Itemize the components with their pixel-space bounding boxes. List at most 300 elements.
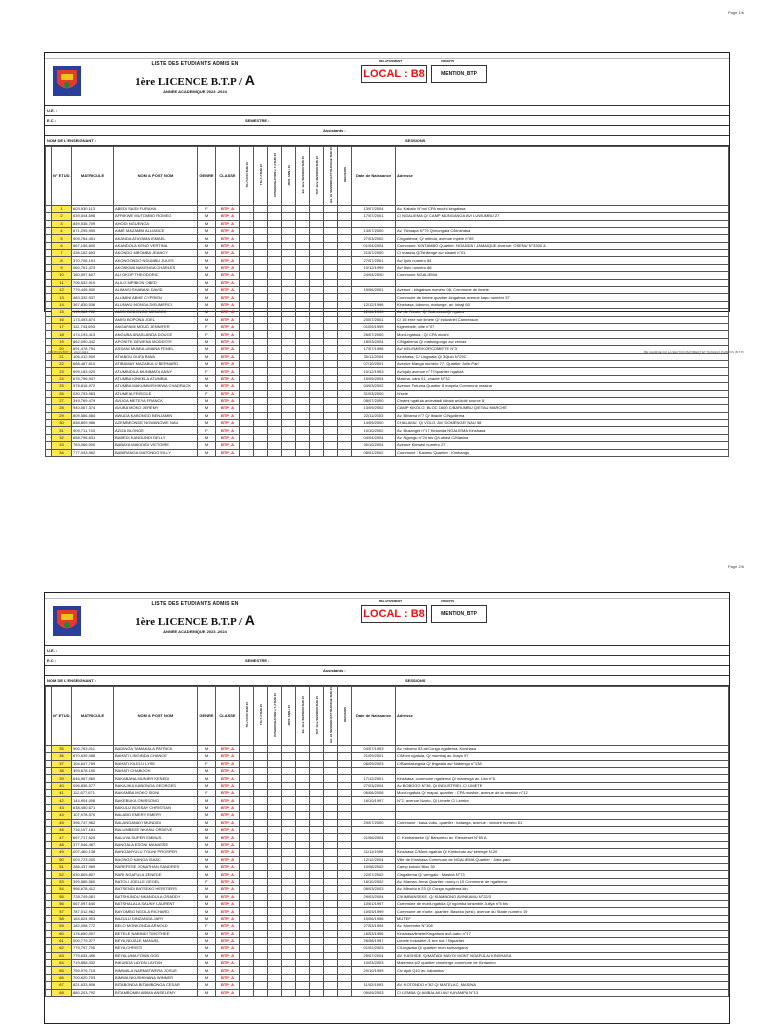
cell-nom: BALABO EMERY EMERY (114, 812, 198, 819)
cell-grade-empty (324, 405, 338, 412)
cell-grade-empty (240, 442, 254, 449)
cell-grade-empty (324, 856, 338, 863)
cell-grade-empty (310, 856, 324, 863)
cell-classe: BTP_A (216, 871, 240, 878)
cell-genre: M (198, 316, 216, 323)
table-row (46, 960, 729, 967)
cell-num: 29 (52, 412, 72, 419)
cell-grade-empty (282, 227, 296, 234)
cell-grade-empty (310, 205, 324, 212)
cell-grade-empty (268, 213, 282, 220)
cell-classe: BTP_A (216, 235, 240, 242)
cell-grade-empty (240, 272, 254, 279)
cell-grade-empty (240, 893, 254, 900)
cell-grade-empty (310, 368, 324, 375)
cell-nom: BANGALA EDONI MANASSE (114, 841, 198, 848)
cell-adresse (396, 812, 729, 819)
cell-grade-empty (324, 834, 338, 841)
cell-grade-empty (338, 205, 352, 212)
cell-grade-empty (324, 886, 338, 893)
cell-grade-empty (254, 220, 268, 227)
cell-grade-empty (282, 360, 296, 367)
cell-grade-empty (324, 264, 338, 271)
cell-nom: BABIRANGA MATONDO EILLY (114, 449, 198, 456)
cell-grade-empty (240, 412, 254, 419)
cell-classe: BTP_A (216, 272, 240, 279)
cell-grade-empty (338, 871, 352, 878)
cell-grade-empty (268, 205, 282, 212)
table-row (46, 353, 729, 360)
cell-nom: ANGUBA ANASLANDA DOUCE (114, 331, 198, 338)
cell-num: 64 (52, 960, 72, 967)
cell-adresse: Av. Murembe N°106 (396, 923, 729, 930)
cell-nom: AIMÉ MAZAMBI ALLIANCE (114, 227, 198, 234)
cell-adresse: Commune de limete quartier kingabwa avenue kapu numéro 37 (396, 294, 729, 301)
table-header-row (46, 687, 729, 746)
cell-matricule: 483,332,937 (72, 294, 114, 301)
cell-nom: ALIMASI SHABANI DAVID (114, 287, 198, 294)
col-tj: TD+T.J SUR 20 (254, 687, 268, 746)
cell-grade-empty (254, 294, 268, 301)
table-row (46, 849, 729, 856)
cell-date: 30/11/2004 (352, 353, 396, 360)
table-row (46, 886, 729, 893)
cell-genre: M (198, 420, 216, 427)
cell-grade-empty (254, 834, 268, 841)
cell-date: 13/07/2004 (352, 205, 396, 212)
cell-grade-empty (324, 745, 338, 752)
cell-grade-empty (310, 316, 324, 323)
cell-grade-empty (296, 397, 310, 404)
cell-grade-empty (310, 908, 324, 915)
cell-date: 18/03/2004 (352, 338, 396, 345)
cell-grade-empty (310, 760, 324, 767)
cell-genre: M (198, 812, 216, 819)
cell-classe: BTP_A (216, 442, 240, 449)
cell-classe: BTP_A (216, 213, 240, 220)
col-recours: RECOURS (338, 147, 352, 206)
cell-grade-empty (324, 338, 338, 345)
cell-grade-empty (338, 294, 352, 301)
cell-date: 16/03/1996 (352, 930, 396, 937)
cell-grade-empty (338, 353, 352, 360)
cell-matricule: 182,098,772 (72, 923, 114, 930)
cell-matricule: 144,904,006 (72, 797, 114, 804)
cell-grade-empty (268, 812, 282, 819)
cell-date: 16/10/2002 (352, 878, 396, 885)
cell-nom: BABAYA MAKIDIDI VICTOIRE (114, 442, 198, 449)
cell-adresse: C/ 16 ème rue limete Q/ industriel Cannesson (396, 316, 729, 323)
cell-grade-empty (296, 227, 310, 234)
cell-grade-empty (254, 952, 268, 959)
table-row (46, 390, 729, 397)
cell-grade-empty (282, 767, 296, 774)
cell-grade-empty (324, 841, 338, 848)
cell-num: 36 (52, 753, 72, 760)
cell-num: 65 (52, 967, 72, 974)
cell-grade-empty (296, 930, 310, 937)
table-row (46, 405, 729, 412)
cell-grade-empty (296, 834, 310, 841)
cell-grade-empty (240, 767, 254, 774)
cell-adresse: N°2, avenue Nzoto, Q/ Limete C/ Lemba (396, 797, 729, 804)
cell-nom: BATSHALALA SAUNY LAURENT (114, 900, 198, 907)
cell-matricule: 112,677,671 (72, 790, 114, 797)
cell-grade-empty (240, 775, 254, 782)
cell-num: 33 (52, 442, 72, 449)
cell-grade-empty (296, 878, 310, 885)
cell-grade-empty (254, 368, 268, 375)
table-row (46, 804, 729, 811)
cell-grade-empty (254, 412, 268, 419)
cell-genre: M (198, 767, 216, 774)
cell-grade-empty (282, 952, 296, 959)
cell-grade-empty (338, 856, 352, 863)
cell-grade-empty (254, 989, 268, 996)
table-row (46, 301, 729, 308)
cell-grade-empty (254, 797, 268, 804)
cell-nom: BAREFESE JONATHAN SANDRES (114, 864, 198, 871)
cell-genre: F (198, 331, 216, 338)
cell-date: 14/09/2000 (352, 420, 396, 427)
cell-adresse: Kinshasa, commune ngaliema Q/ manenga av. Lea n°6 (396, 775, 729, 782)
cell-grade-empty (254, 753, 268, 760)
cell-grade-empty (310, 360, 324, 367)
cell-grade-empty (296, 849, 310, 856)
cell-date: 22/11/2003 (352, 412, 396, 419)
cell-grade-empty (268, 923, 282, 930)
cell-num: 14 (52, 301, 72, 308)
cell-num: 4 (52, 227, 72, 234)
cell-grade-empty (296, 804, 310, 811)
cell-grade-empty (338, 309, 352, 316)
cell-classe: BTP_A (216, 331, 240, 338)
cell-grade-empty (240, 827, 254, 834)
cell-grade-empty (240, 915, 254, 922)
cell-grade-empty (310, 405, 324, 412)
cell-grade-empty (338, 782, 352, 789)
cell-grade-empty (254, 841, 268, 848)
cell-classe: BTP_A (216, 309, 240, 316)
cell-grade-empty (240, 804, 254, 811)
cell-grade-empty (324, 782, 338, 789)
table-row (46, 294, 729, 301)
cell-date: 27/07/2001 (352, 257, 396, 264)
cell-genre: M (198, 250, 216, 257)
col-moy: MOY. ANN./ 20 (282, 147, 296, 206)
cell-grade-empty (310, 982, 324, 989)
col-ex1: EX. 1ère SESSION SUR 20 (296, 687, 310, 746)
cell-grade-empty (268, 272, 282, 279)
cell-grade-empty (310, 775, 324, 782)
cell-genre: M (198, 900, 216, 907)
page-number: Page 1/6 (727, 10, 744, 15)
cell-num: 62 (52, 945, 72, 952)
cell-grade-empty (240, 397, 254, 404)
cell-adresse: Commune NGALIEMA (396, 272, 729, 279)
cell-num: 38 (52, 767, 72, 774)
cell-grade-empty (240, 982, 254, 989)
cell-grade-empty (310, 960, 324, 967)
cell-date: 27/03/2004 (352, 782, 396, 789)
cell-num: 19 (52, 338, 72, 345)
cell-adresse: Av. Maman Jema Quartier: muny n 10 Commune de ngaliema (396, 878, 729, 885)
cell-nom: ASSANI MUMULUMANA FENEL (114, 346, 198, 353)
table-row (46, 227, 729, 234)
cell-genre: F (198, 368, 216, 375)
cell-genre: M (198, 360, 216, 367)
cell-grade-empty (282, 923, 296, 930)
cell-grade-empty (324, 309, 338, 316)
cell-nom: BELO MONKONDA ARNOLD (114, 923, 198, 930)
cell-grade-empty (324, 250, 338, 257)
cell-grade-empty (254, 434, 268, 441)
cell-grade-empty (338, 797, 352, 804)
table-row (46, 930, 729, 937)
table-row (46, 279, 729, 286)
cell-grade-empty (254, 878, 268, 885)
cell-adresse (396, 767, 729, 774)
cell-adresse: C/ LEMBA Q/ AMBALAKI AV/ KAYAMPA N°13 (396, 989, 729, 996)
cell-grade-empty (240, 250, 254, 257)
cell-grade-empty (268, 375, 282, 382)
cell-date: 04/03/2002 (352, 383, 396, 390)
cell-nom: BALANGANAYI MUNDIDI (114, 819, 198, 826)
cell-adresse: Av BOBOGO N°36, Q/ INDUSTRIEL C/ LIMETE (396, 782, 729, 789)
cell-matricule: 978,816,972 (72, 383, 114, 390)
cell-nom: AKONKWA BAKENGA CHARLES (114, 264, 198, 271)
cell-num: 42 (52, 797, 72, 804)
cell-grade-empty (310, 264, 324, 271)
col-ex1: EX. 1ère SESSION SUR 20 (296, 147, 310, 206)
cell-nom: BITAMBOMBI ABIMA ANSELEMY (114, 989, 198, 996)
cell-nom: ANGAFAMI MOUD JENNIFER (114, 324, 198, 331)
cell-grade-empty (324, 383, 338, 390)
cell-grade-empty (338, 775, 352, 782)
cell-grade-empty (324, 287, 338, 294)
cell-grade-empty (282, 945, 296, 952)
cell-grade-empty (338, 324, 352, 331)
cell-genre: M (198, 301, 216, 308)
cell-grade-empty (338, 974, 352, 981)
cell-grade-empty (268, 930, 282, 937)
cell-grade-empty (324, 360, 338, 367)
cell-grade-empty (240, 287, 254, 294)
cell-grade-empty (296, 871, 310, 878)
cell-genre: F (198, 427, 216, 434)
cell-grade-empty (240, 434, 254, 441)
cell-grade-empty (310, 309, 324, 316)
cell-grade-empty (282, 338, 296, 345)
cell-matricule: 630,809,807 (72, 871, 114, 878)
cell-grade-empty (296, 989, 310, 996)
cell-grade-empty (296, 309, 310, 316)
cell-classe: BTP_A (216, 834, 240, 841)
cell-grade-empty (338, 908, 352, 915)
cell-grade-empty (282, 213, 296, 220)
cell-grade-empty (240, 279, 254, 286)
cell-grade-empty (324, 923, 338, 930)
cell-grade-empty (282, 960, 296, 967)
cell-grade-empty (338, 442, 352, 449)
cell-matricule: 646,967,960 (72, 775, 114, 782)
cell-grade-empty (324, 849, 338, 856)
cell-date: 31/03/2000 (352, 390, 396, 397)
cell-grade-empty (282, 434, 296, 441)
cell-grade-empty (240, 967, 254, 974)
cell-adresse: Civ ajuti Q10 av. kabamba (396, 967, 729, 974)
cell-grade-empty (338, 819, 352, 826)
cell-genre: M (198, 264, 216, 271)
cell-date: 10/01/1997 (352, 900, 396, 907)
cell-nom: AKANDOLA KENO VERTINA (114, 242, 198, 249)
cell-grade-empty (282, 301, 296, 308)
cell-nom: BAKABANA MUNIER KENEDI (114, 775, 198, 782)
cell-grade-empty (254, 812, 268, 819)
table-row (46, 945, 729, 952)
cell-nom: BIMWA NKUSHIMANA WINNER (114, 974, 198, 981)
cell-grade-empty (282, 375, 296, 382)
cell-grade-empty (324, 353, 338, 360)
cell-grade-empty (296, 242, 310, 249)
cell-genre: M (198, 827, 216, 834)
cell-grade-empty (296, 294, 310, 301)
cell-adresse: Kinshasa; C/ Lingwala Q/ 30juin N°29C (396, 353, 729, 360)
cell-grade-empty (240, 368, 254, 375)
col-date: Date de Naissance (352, 147, 396, 206)
cell-grade-empty (310, 923, 324, 930)
cell-date (352, 294, 396, 301)
cell-grade-empty (240, 960, 254, 967)
table-row (46, 871, 729, 878)
cell-matricule: 349,769,479 (72, 397, 114, 404)
cell-matricule: 940,067,374 (72, 405, 114, 412)
cell-num: 23 (52, 368, 72, 375)
cell-grade-empty (324, 871, 338, 878)
cell-genre: M (198, 412, 216, 419)
cell-adresse: Kigembele; ville n°07 (396, 324, 729, 331)
cell-grade-empty (254, 886, 268, 893)
cell-grade-empty (324, 235, 338, 242)
cell-num: 68 (52, 989, 72, 996)
cell-grade-empty (240, 227, 254, 234)
table-row (46, 864, 729, 871)
cell-matricule: 096,836,577 (72, 782, 114, 789)
col-recours: RECOURS (338, 687, 352, 746)
cell-grade-empty (254, 279, 268, 286)
col-classe: CLASSE (216, 147, 240, 206)
cell-date: 30/10/2004 (352, 442, 396, 449)
cell-num: 2 (52, 213, 72, 220)
cell-grade-empty (254, 301, 268, 308)
cell-nom: BALUMBEZE NKANU ORDEVE (114, 827, 198, 834)
col-genre: GENRE (198, 687, 216, 746)
cell-classe: BTP_A (216, 812, 240, 819)
cell-num: 49 (52, 849, 72, 856)
cell-date: 10/10/2002 (352, 427, 396, 434)
cell-matricule: 909,764,491 (72, 235, 114, 242)
cell-grade-empty (296, 427, 310, 434)
cell-adresse: AV. KASHIDE /Q/MATADI MAYO/ MONT NGAFULA/ KINSHASA (396, 952, 729, 959)
cell-genre: M (198, 886, 216, 893)
cell-grade-empty (254, 346, 268, 353)
cell-classe: BTP_A (216, 790, 240, 797)
cell-num: 21 (52, 353, 72, 360)
cell-grade-empty (338, 849, 352, 856)
cell-adresse: Av. Ngungu n°24 bis Q/Lubavi C/Masina (396, 434, 729, 441)
cell-grade-empty (324, 420, 338, 427)
cell-grade-empty (254, 353, 268, 360)
cell-grade-empty (268, 753, 282, 760)
cell-grade-empty (338, 967, 352, 974)
cell-nom: ABEDI SAIDI FURAHA (114, 205, 198, 212)
cell-grade-empty (240, 346, 254, 353)
cell-genre: M (198, 309, 216, 316)
document-title (89, 61, 301, 94)
cell-classe: BTP_A (216, 864, 240, 871)
cell-classe: BTP_A (216, 782, 240, 789)
cell-grade-empty (254, 930, 268, 937)
cell-nom: BALUVA SUPER EMMUS (114, 834, 198, 841)
cell-grade-empty (338, 227, 352, 234)
cell-grade-empty (310, 397, 324, 404)
cell-grade-empty (268, 790, 282, 797)
cell-grade-empty (296, 908, 310, 915)
cell-adresse: N'sele (396, 390, 729, 397)
cell-genre: M (198, 338, 216, 345)
cell-grade-empty (268, 871, 282, 878)
cell-adresse: Limete Industriel /1 ere rue / Nquartier (396, 937, 729, 944)
cell-num: 20 (52, 346, 72, 353)
table-row (46, 782, 729, 789)
cell-grade-empty (268, 405, 282, 412)
cell-grade-empty (282, 242, 296, 249)
cell-grade-empty (268, 235, 282, 242)
cell-classe: BTP_A (216, 279, 240, 286)
cell-grade-empty (268, 383, 282, 390)
cell-num: 52 (52, 871, 72, 878)
cell-grade-empty (310, 930, 324, 937)
cell-adresse: C/KIMBANSEKE, Q/ KIAMBONO AV/NKAMU N°22/3 (396, 893, 729, 900)
cell-grade-empty (268, 264, 282, 271)
cell-matricule: 377,946,467 (72, 841, 114, 848)
title-line-2: 1ère LICENCE B.T.P / A (135, 72, 255, 88)
cell-matricule: 697,717,620 (72, 834, 114, 841)
cell-grade-empty (296, 420, 310, 427)
cell-num: 31 (52, 427, 72, 434)
cell-grade-empty (254, 242, 268, 249)
table-row (46, 974, 729, 981)
cell-adresse: C/ngaliema; Q/ mfinda, avenue mpele n°69 (396, 235, 729, 242)
cell-grade-empty (324, 982, 338, 989)
cell-date: 07/10/2001 (352, 360, 396, 367)
col-genre: GENRE (198, 147, 216, 206)
cell-grade-empty (324, 937, 338, 944)
cell-classe: BTP_A (216, 952, 240, 959)
cell-grade-empty (240, 753, 254, 760)
cell-grade-empty (268, 945, 282, 952)
cell-grade-empty (296, 775, 310, 782)
cell-matricule: 067,097,640 (72, 900, 114, 907)
cell-grade-empty (268, 893, 282, 900)
cell-grade-empty (338, 827, 352, 834)
cell-grade-empty (268, 849, 282, 856)
footer-left: MENTION BTP_A_2023 2024 (48, 350, 89, 354)
table-row (46, 982, 729, 989)
cell-matricule: 671,295,900 (72, 227, 114, 234)
cell-grade-empty (268, 346, 282, 353)
cell-grade-empty (324, 967, 338, 974)
